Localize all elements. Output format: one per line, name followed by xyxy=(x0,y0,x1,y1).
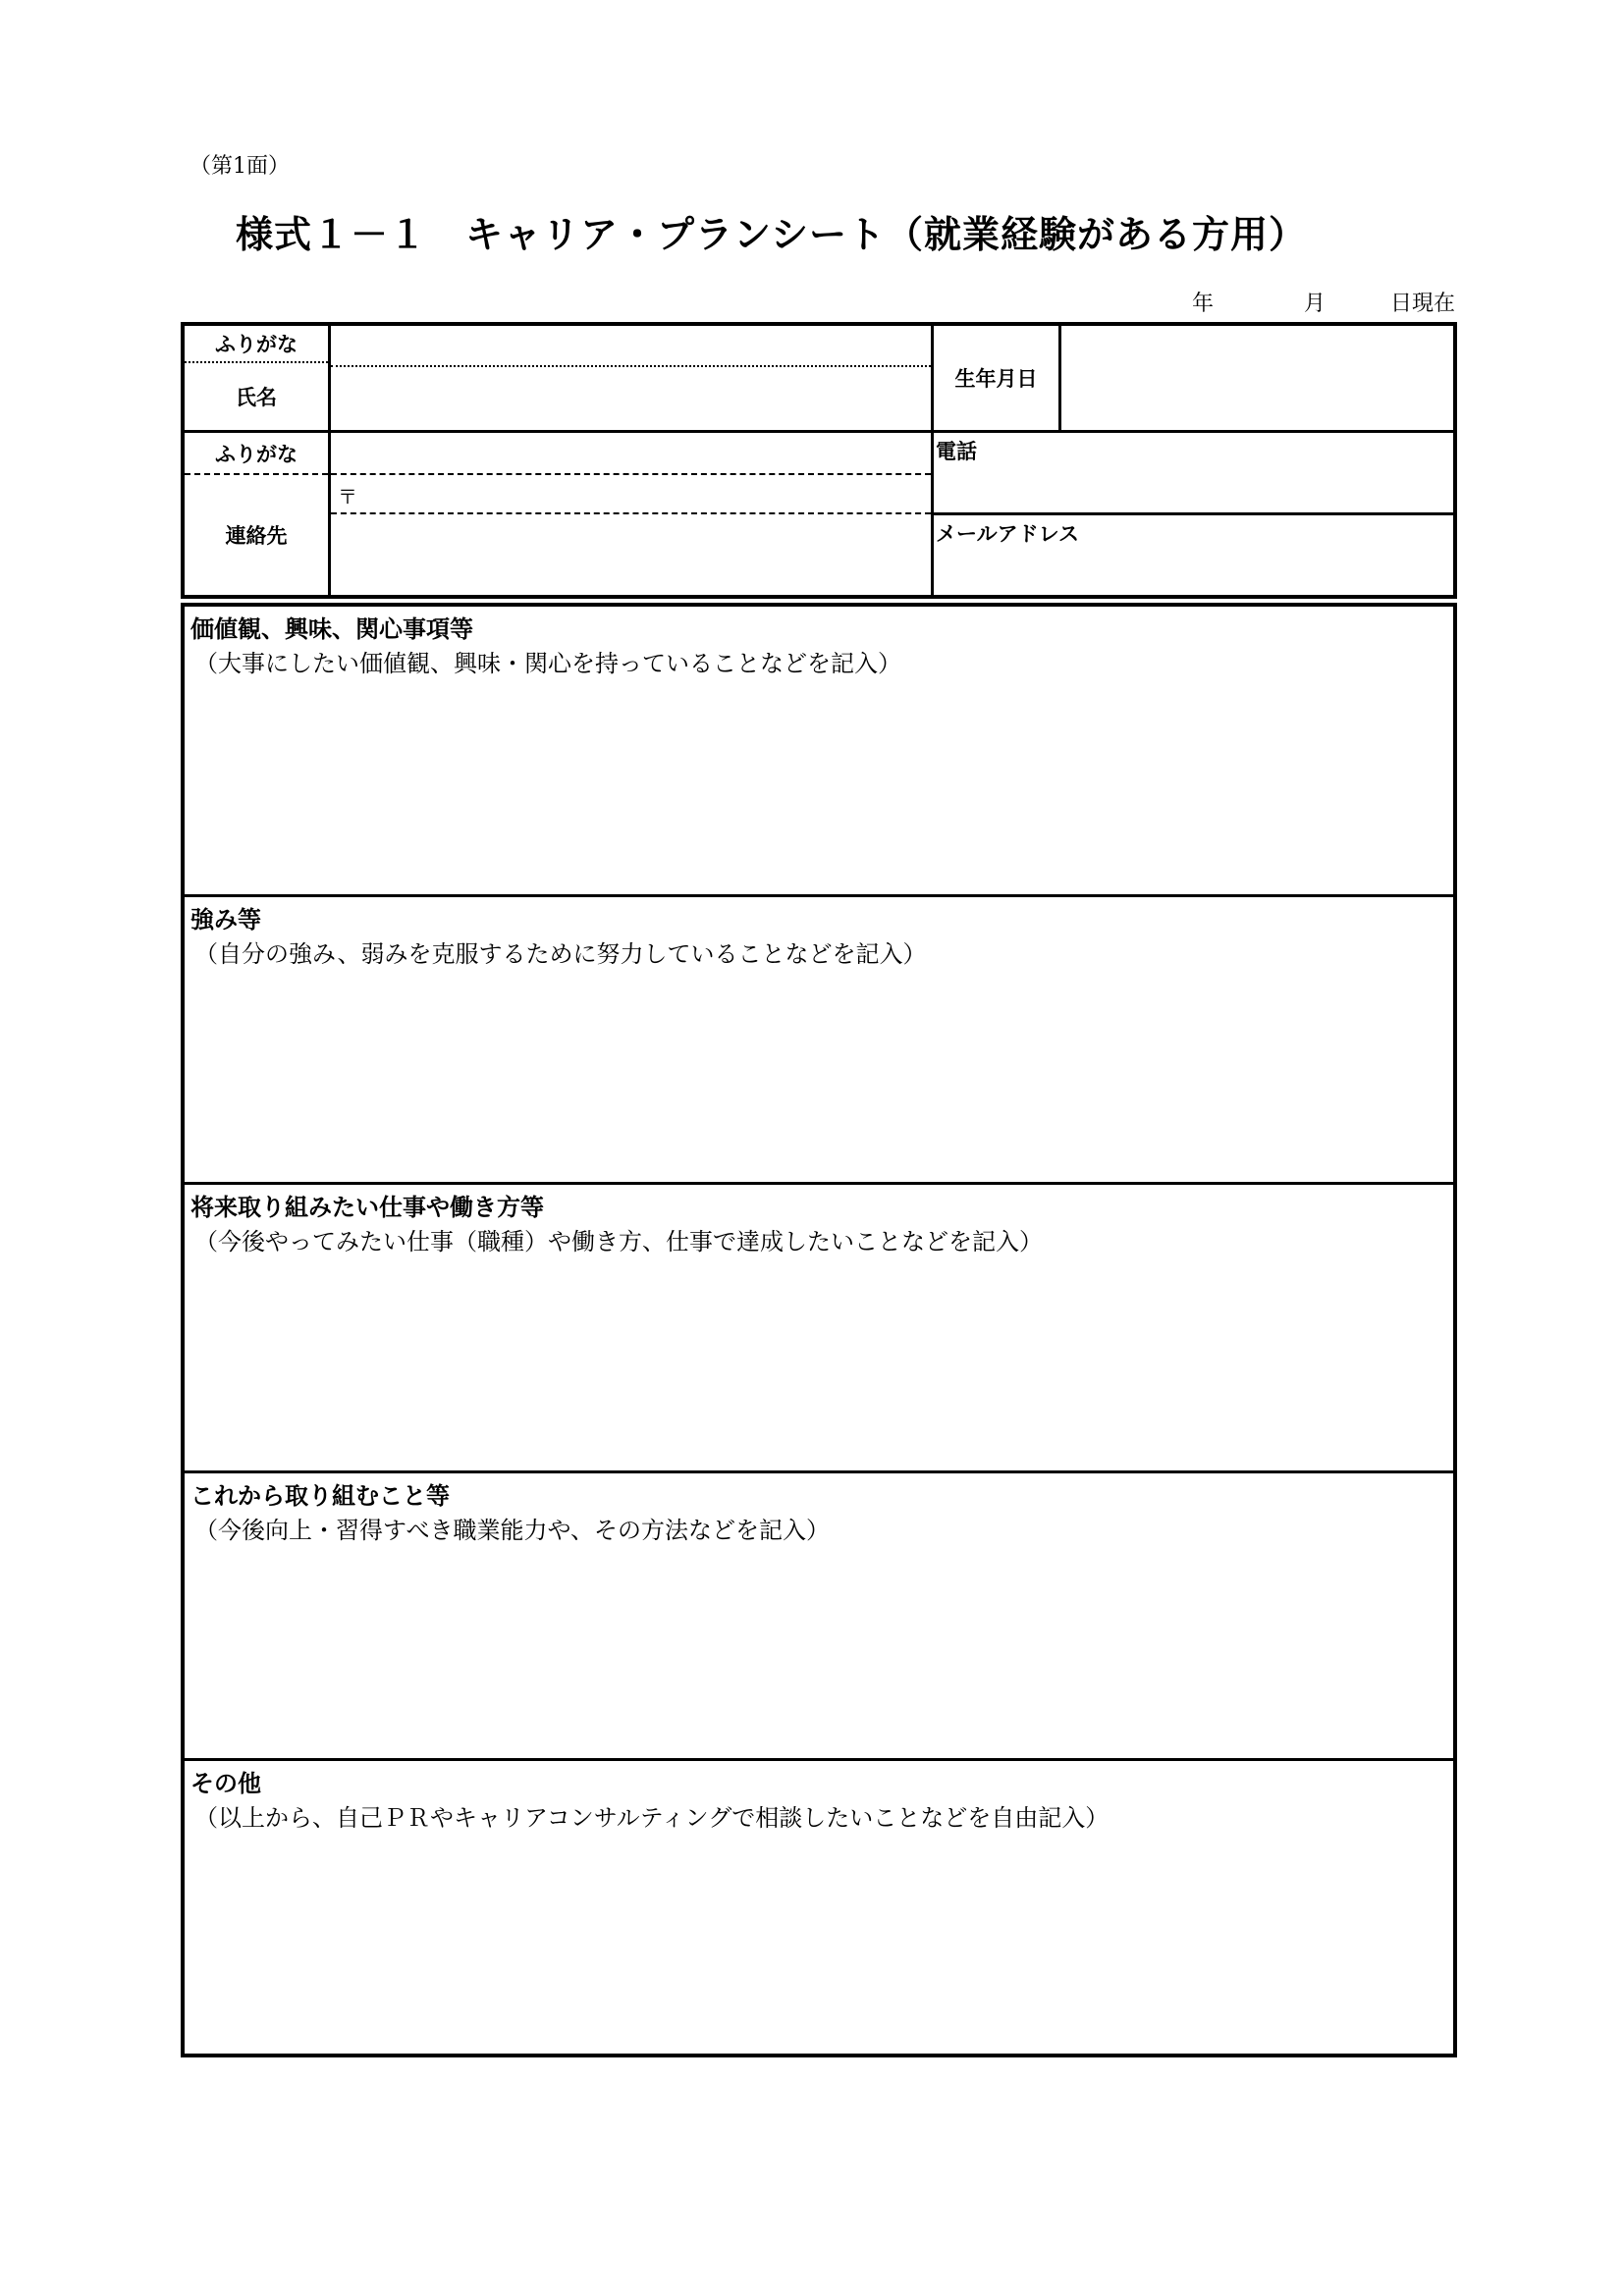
date-day-label: 日現在 xyxy=(1389,292,1455,316)
furigana-label-contact: ふりがな xyxy=(215,442,298,466)
phone-field[interactable] xyxy=(936,436,1451,512)
section-next-steps[interactable] xyxy=(185,1470,1453,1761)
postal-mark-icon: 〒 xyxy=(338,485,357,508)
date-year-label: 年 xyxy=(1191,292,1214,316)
birthdate-label: 生年月日 xyxy=(954,367,1038,391)
furigana-label: ふりがな xyxy=(215,333,298,356)
section-title: これから取り組むこと等 xyxy=(190,1482,450,1510)
email-label: メールアドレス xyxy=(936,522,1079,546)
contact-label: 連絡先 xyxy=(225,524,288,548)
name-field[interactable] xyxy=(331,367,931,430)
furigana-name-field[interactable] xyxy=(331,326,931,365)
name-label: 氏名 xyxy=(236,386,277,409)
page-label: （第1面） xyxy=(189,154,290,179)
personal-info-table xyxy=(181,322,1457,599)
section-description: （以上から、自己ＰＲやキャリアコンサルティングで相談したいことなどを自由記入） xyxy=(194,1804,1110,1832)
section-title: 価値観、興味、関心事項等 xyxy=(190,615,473,643)
section-strengths[interactable] xyxy=(185,894,1453,1185)
section-description: （自分の強み、弱みを克服するために努力していることなどを記入） xyxy=(194,940,927,968)
furigana-contact-field[interactable] xyxy=(331,433,931,473)
section-other[interactable] xyxy=(185,1758,1453,2054)
section-title: その他 xyxy=(190,1770,261,1797)
section-title: 強み等 xyxy=(190,906,261,934)
phone-label: 電話 xyxy=(936,440,977,463)
birthdate-field[interactable] xyxy=(1061,326,1453,430)
section-description: （大事にしたい価値観、興味・関心を持っていることなどを記入） xyxy=(194,650,901,677)
section-description: （今後やってみたい仕事（職種）や働き方、仕事で達成したいことなどを記入） xyxy=(194,1228,1043,1255)
section-description: （今後向上・習得すべき職業能力や、その方法などを記入） xyxy=(194,1517,831,1544)
date-line xyxy=(1192,287,1455,317)
page-title: 様式１－１ キャリア・プランシート（就業経験がある方用） xyxy=(236,213,1308,256)
section-title: 将来取り組みたい仕事や働き方等 xyxy=(190,1194,544,1221)
email-field[interactable] xyxy=(936,518,1451,595)
career-plan-sections xyxy=(181,603,1457,2057)
section-values[interactable] xyxy=(185,607,1453,897)
section-future-work[interactable] xyxy=(185,1182,1453,1472)
address-field[interactable] xyxy=(331,515,931,595)
date-month-label: 月 xyxy=(1303,292,1326,316)
postal-code-field[interactable] xyxy=(334,475,931,512)
